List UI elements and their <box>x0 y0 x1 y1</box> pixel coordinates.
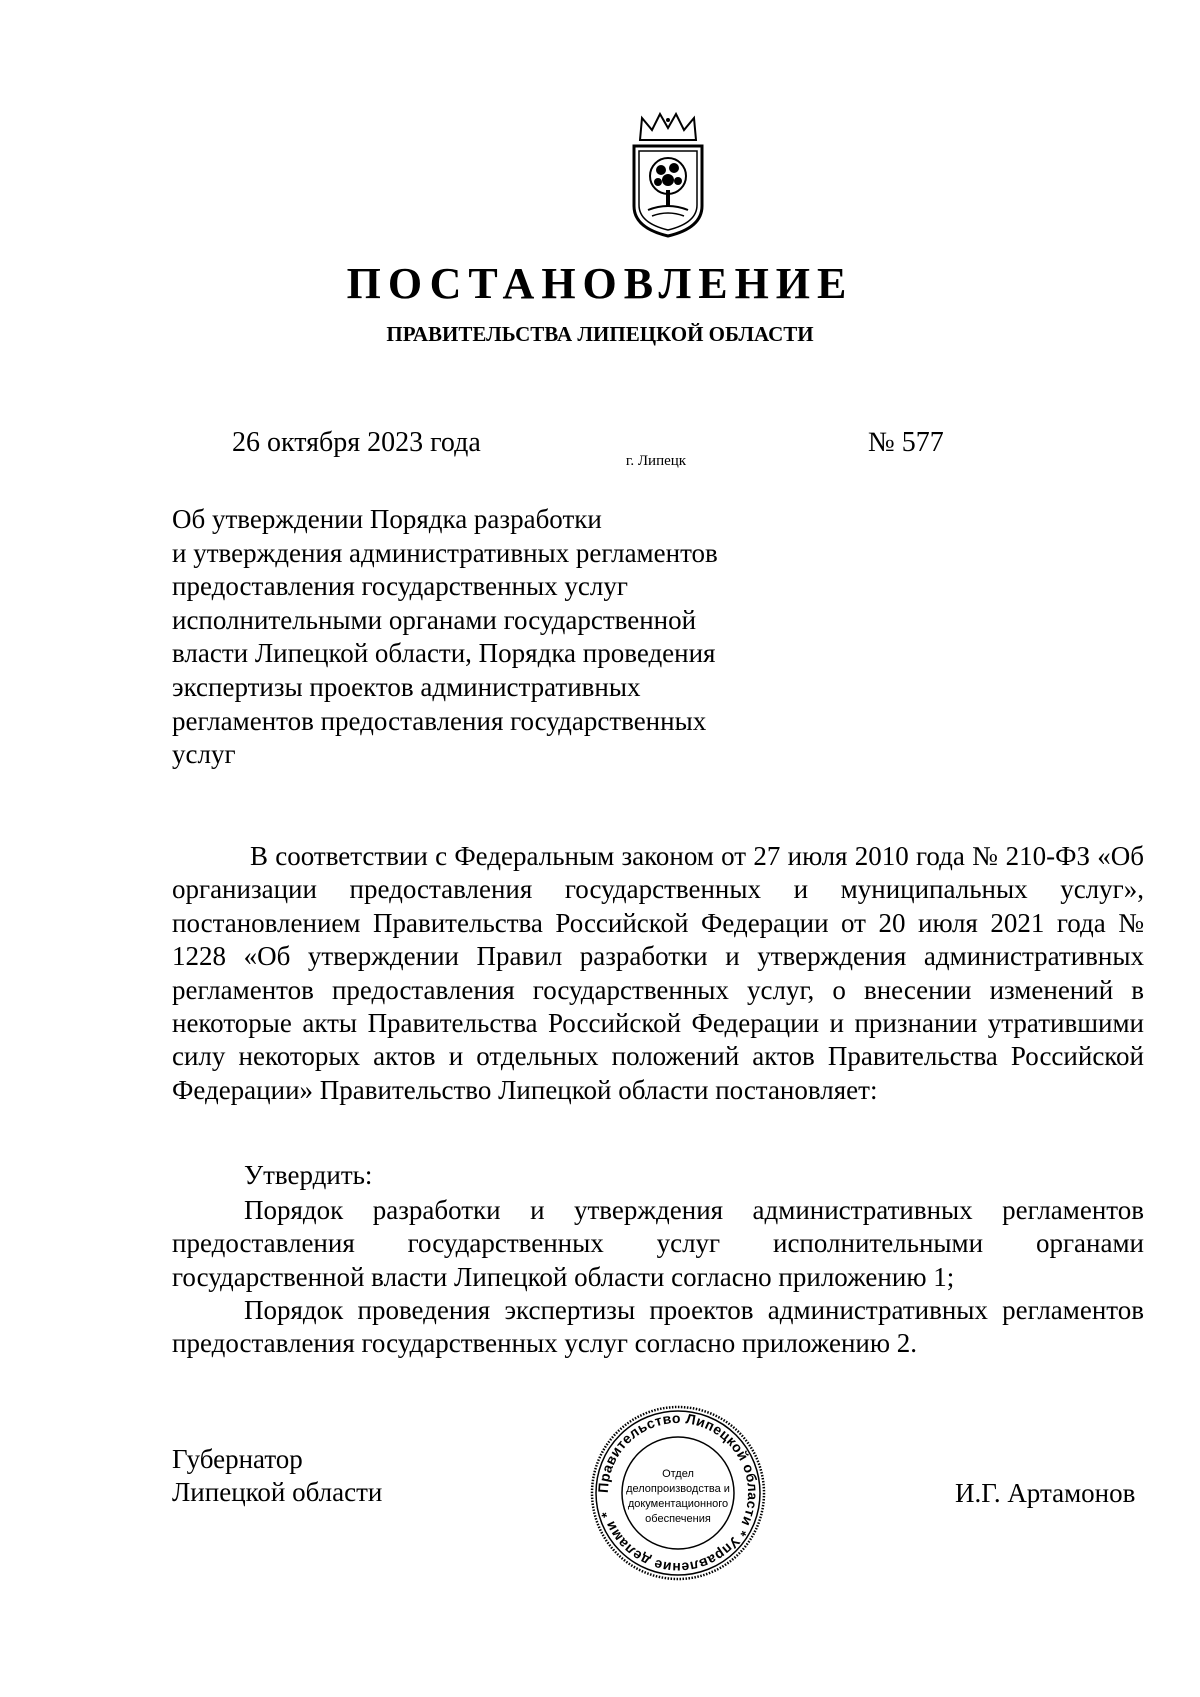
stamp-inner-line: Отдел <box>662 1468 694 1480</box>
stamp-inner-line: документационного <box>627 1498 729 1510</box>
coat-of-arms-icon <box>628 110 708 240</box>
official-seal-stamp <box>588 1403 768 1583</box>
subject-line: регламентов предоставления государственных <box>172 705 707 736</box>
document-issuer: ПРАВИТЕЛЬСТВА ЛИПЕЦКОЙ ОБЛАСТИ <box>386 322 814 346</box>
stamp-inner-line: обеспечения <box>645 1513 711 1525</box>
stamp-outer-text: Правительство Липецкой области * Управление делами * <box>594 1409 762 1577</box>
subject-line: Об утверждении Порядка разработки <box>172 504 602 534</box>
document-city: г. Липецк <box>625 453 687 469</box>
approved-item-2: Порядок проведения экспертизы проектов административных регламентов предоставления государственных услуг согласно приложению 2. <box>172 1295 1144 1359</box>
subject-line: экспертизы проектов административных <box>172 671 641 702</box>
approved-item-1: Порядок разработки и утверждения административных регламентов предоставления государственных услуг исполнительными органами государственной власти Липецкой области согласно приложению 1; <box>172 1195 1144 1292</box>
document-subject <box>172 503 812 772</box>
subject-line: услуг <box>172 739 236 770</box>
signatory-name: И.Г. Артамонов <box>955 1478 1136 1508</box>
document-title: ПОСТАНОВЛЕНИЕ <box>346 259 854 308</box>
subject-line: исполнительными органами государственной <box>172 604 697 635</box>
position-line: Губернатор <box>172 1444 303 1474</box>
subject-line: власти Липецкой области, Порядка проведения <box>172 638 716 669</box>
subject-line: и утверждения административных регламентов <box>172 537 718 568</box>
position-line: Липецкой области <box>172 1477 383 1507</box>
approve-heading: Утвердить: <box>244 1160 373 1190</box>
subject-line: предоставления государственных услуг <box>172 571 628 602</box>
document-date: 26 октября 2023 года <box>232 427 481 458</box>
signatory-position <box>172 1443 382 1509</box>
document-number: № 577 <box>868 427 944 458</box>
stamp-inner-line: делопроизводства и <box>626 1483 730 1495</box>
preamble-paragraph: В соответствии с Федеральным законом от 27 июля 2010 года № 210-ФЗ «Об организации предоставления государственных и муниципальных услуг», постановлением Правительства Российской Федерации от 20 июля 2021 года № 1228 «Об утверждении Правил разработки и утверждения административных регламентов предоставления государственных услуг, о внесении изменений в некоторые акты Правительства Российской Федерации и признании утратившими силу некоторых актов и отдельных положений актов Правительства Российской Федерации» Правительство Липецкой области постановляет: <box>172 841 1144 1105</box>
